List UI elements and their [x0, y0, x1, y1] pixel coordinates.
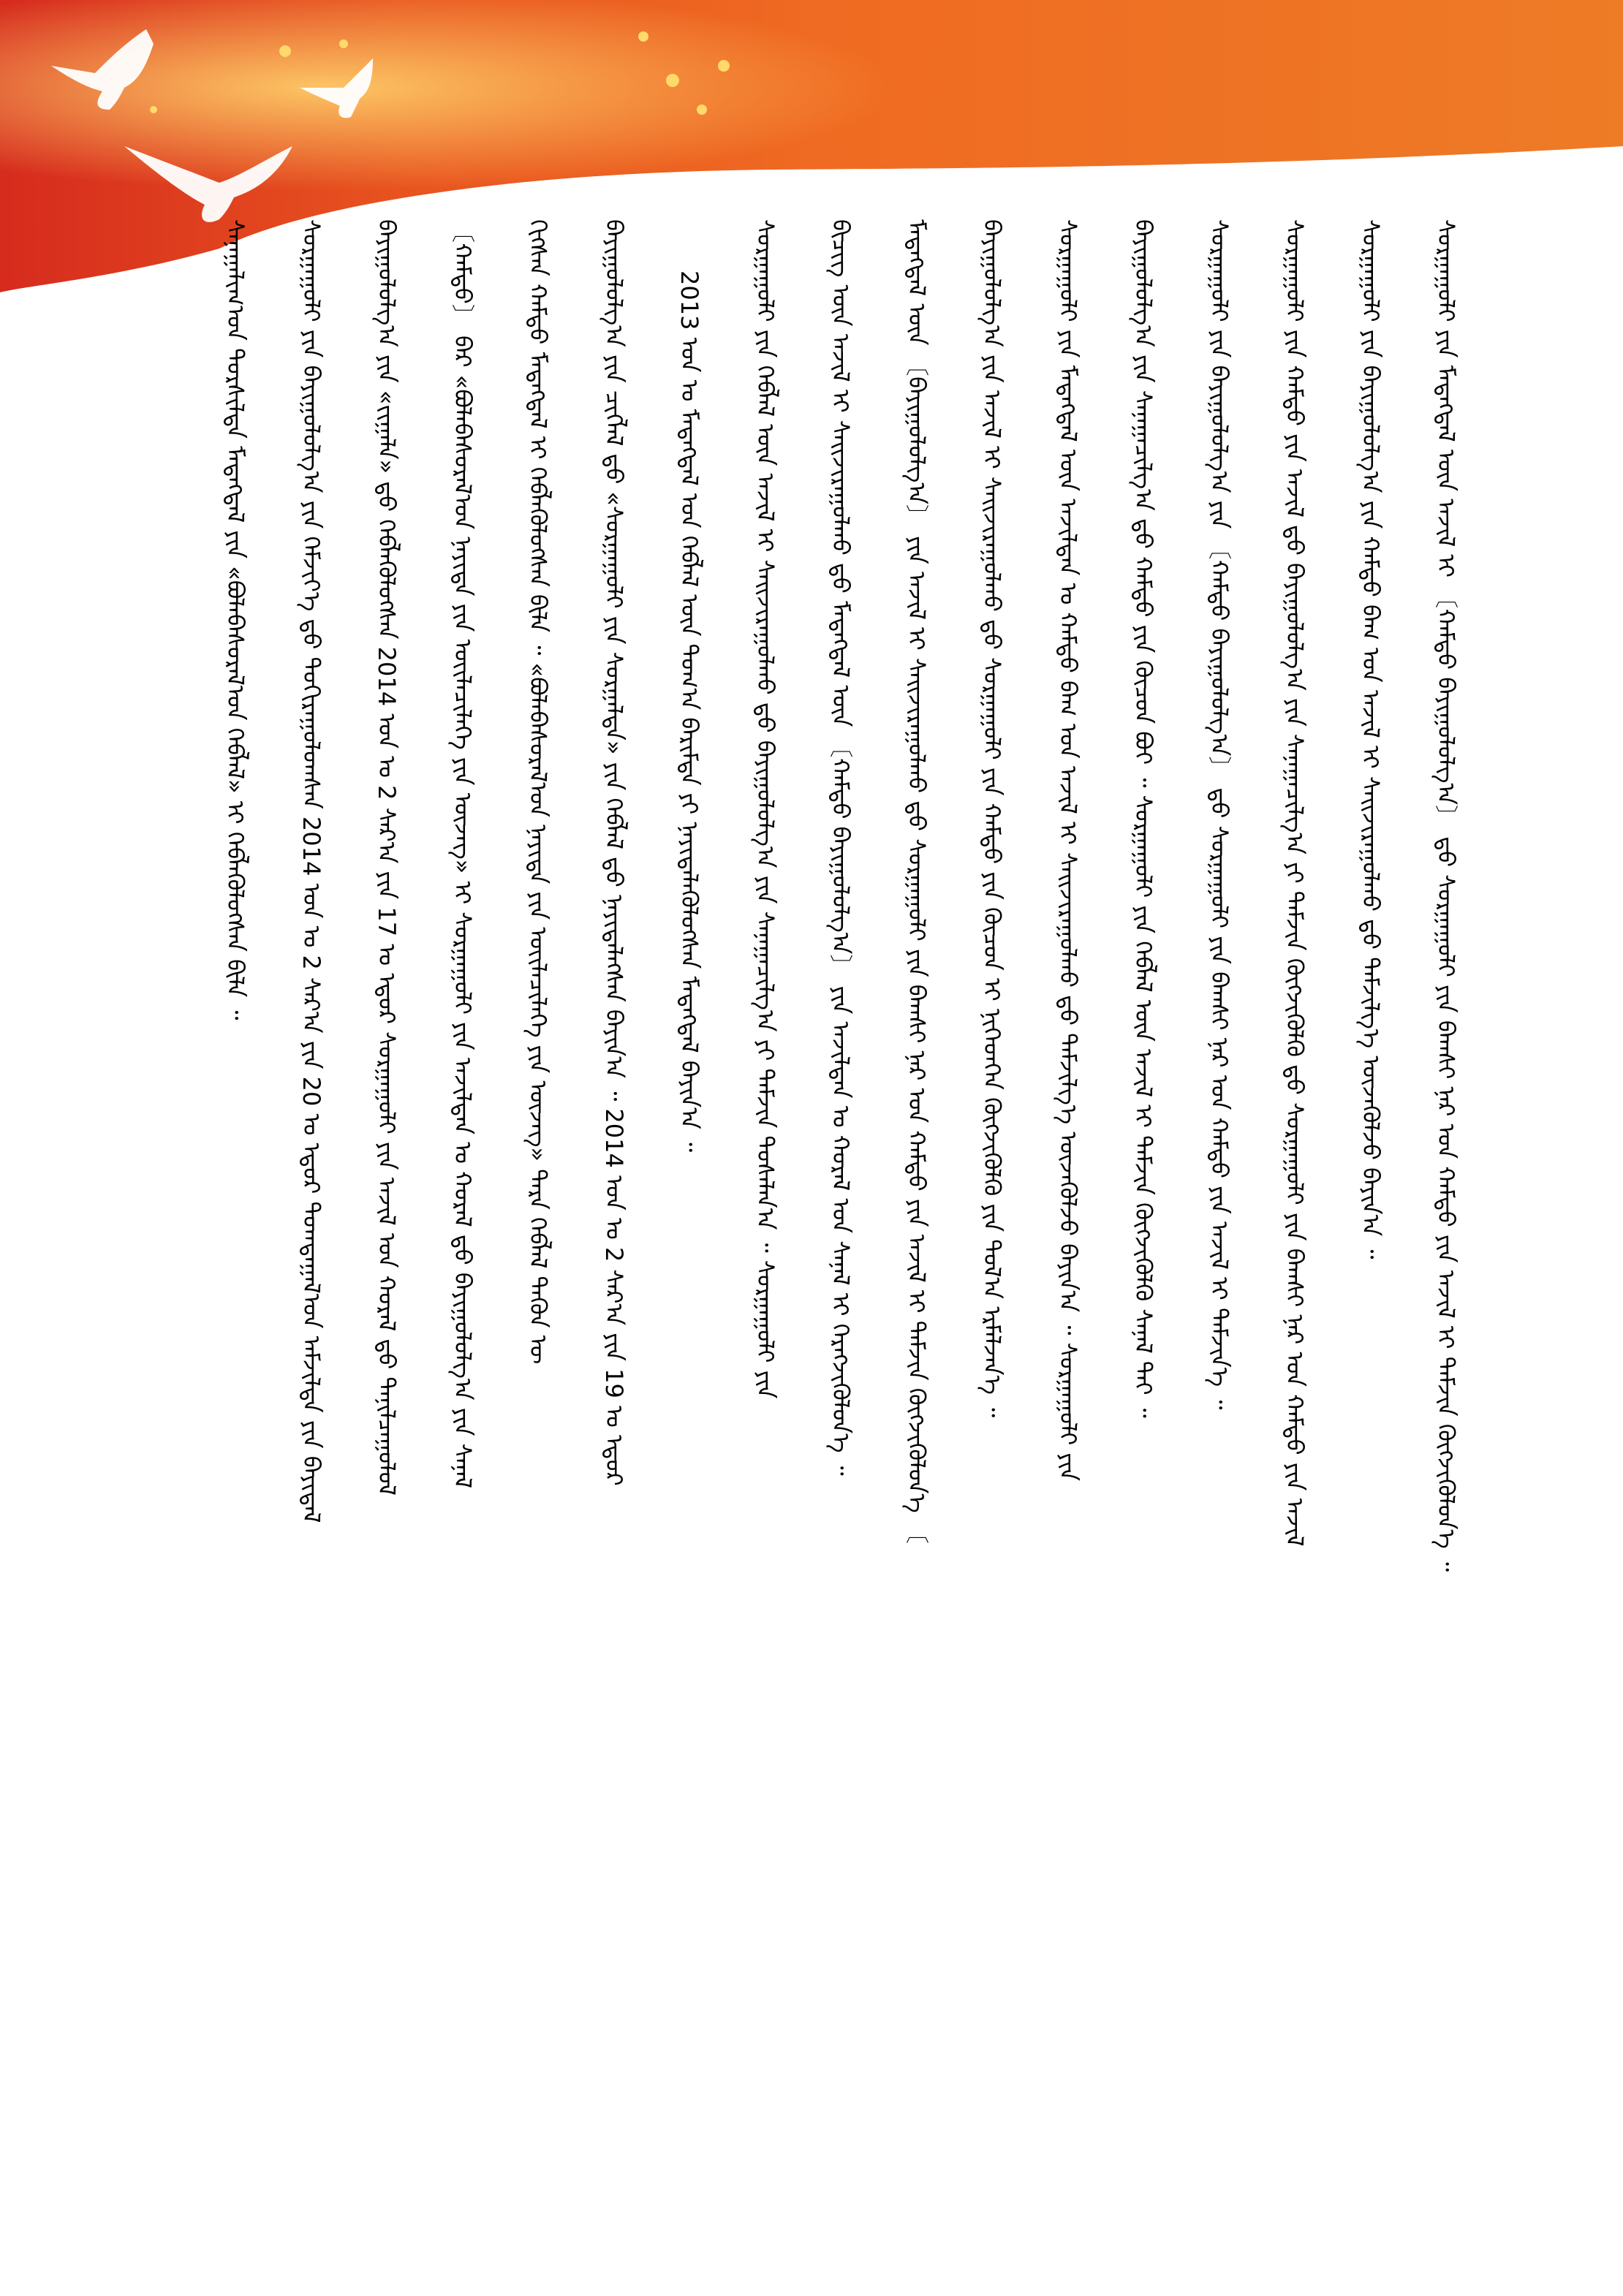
text-line: ᠰᠤᠷᠭᠠᠭᠤᠯᠢ ᠶᠢᠨ ᠪᠠᠶᠢᠭᠤᠯᠤᠯᠭ᠎ᠠ ᠶᠢᠨ ᠬᠡᠮᠵᠢᠶ᠎ᠡ ᠳ᠋ᠤ ᠲᠤᠬᠢᠷᠠᠭᠤᠯᠤᠭᠰᠠᠨ 2014 ᠣᠨ ᠤ 2 ᠰᠠᠷ᠎ᠠ ᠶᠢᠨ 20 ᠤ ᠡᠳᠦᠷ ᠲᠣᠭᠲᠠᠭᠠᠯ᠎ᠤᠨ ᠠᠮᠵᠢᠯᠲᠠ ᠶᠢᠨ ᠪᠠᠶᠢᠳᠠᠯ [297, 219, 325, 1523]
text-line: ᠰᠤᠷᠭᠠᠭᠤᠯᠢ ᠶᠢᠨ ᠪᠠᠶᠢᠭᠤᠯᠤᠯᠭ᠎ᠠ ᠶᠢᠨ 〔ᠬᠠᠮᠲᠤ ᠪᠠᠶᠢᠭᠤᠯᠤᠯᠭ᠎ᠠ〕 ᠳ᠋ᠤ ᠰᠤᠷᠭᠠᠭᠤᠯᠢ ᠶᠢᠨ ᠪᠠᠭᠰᠢ ᠨᠠᠷ ᠤᠨ ᠬᠠᠮᠲᠤ ᠶᠢᠨ ᠠᠵᠢᠯ ᠢ ᠳᠡᠮᠵᠢᠨ᠎ᠡ ᠃ [1205, 219, 1233, 1410]
vertical-text-body [219, 219, 1462, 2091]
text-column [1279, 219, 1311, 2091]
text-column [219, 219, 251, 2091]
text-line: ᠰᠤᠷᠭᠠᠭᠤᠯᠢ ᠶᠢᠨ ᠪᠠᠶᠢᠭᠤᠯᠤᠯᠭ᠎ᠠ ᠶᠢᠨ ᠬᠠᠮᠲᠤ ᠪᠠᠭ ᠤᠨ ᠠᠵᠢᠯ ᠢ ᠰᠠᠢᠵᠢᠷᠠᠭᠤᠯᠬᠤ ᠳ᠋ᠤ ᠳᠡᠮᠵᠢᠯᠭ᠎ᠡ ᠦᠵᠡᠭᠦᠯᠵᠦ ᠪᠠᠶᠢᠨ᠎ᠠ ᠃ [1356, 219, 1385, 1259]
text-line: ᠬᠢᠭᠰᠡᠨ ᠬᠠᠮᠲᠤ ᠮᠡᠳᠡᠭᠳᠡᠯ ᠢ ᠬᠡᠪᠯᠡᠭᠦᠯᠦᠭᠰᠡᠨ ᠪᠢᠯᠡ ᠃ «ᠪᠣᠯᠠᠪᠠᠰᠤᠷᠠᠯ᠎ᠤᠨ ᠨᠡᠶᠢᠲᠡ ᠶᠢᠨ ᠦᠢᠯᠡᠴᠢᠯᠡᠭᠡ ᠶᠢᠨ ᠦᠵᠡᠭ» ᠲᠡᠷᠡ ᠬᠡᠪᠯᠡᠯ ᠲᠡᠭᠦᠨ ᠦ [524, 219, 552, 1365]
text-column [901, 219, 933, 2091]
text-line: ᠰᠠᠨᠠᠭᠠᠯᠢᠭ᠎ᠤᠨ ᠲᠤᠷᠰᠢᠯᠲᠠ ᠮᠡᠳᠡᠭᠳᠡᠯ ᠶᠢᠨ «ᠪᠣᠯᠠᠪᠠᠰᠤᠷᠠᠯ᠎ᠤᠨ ᠬᠡᠪᠯᠡᠯ» ᠢ ᠬᠡᠪᠯᠡᠭᠦᠯᠦᠭᠰᠡᠨ ᠪᠢᠯᠡ ᠃ [222, 219, 249, 1020]
text-line: 2013 ᠣᠨ ᠤ ᠮᠡᠳᠡᠭᠳᠡᠯ ᠤᠨ ᠬᠡᠪᠯᠡᠯ ᠦᠨ ᠲᠣᠭ᠎ᠠ ᠪᠠᠷᠢᠮᠲᠠ ᠶᠢ ᠨᠡᠶᠢᠲᠡᠯᠡᠭᠦᠯᠦᠭᠰᠡᠨ ᠮᠡᠳᠡᠭᠳᠡᠯ ᠪᠠᠶᠢᠨ᠎ᠠ ᠃ [676, 270, 703, 1153]
text-line: ᠪᠠᠶᠢᠭᠤᠯᠤᠯᠭ᠎ᠠ ᠶᠢᠨ «ᠵᠢᠭᠠᠯᠠ» ᠳ᠋ᠤ ᠬᠡᠪᠯᠡᠭᠦᠯᠦᠭᠰᠡᠨ 2014 ᠣᠨ ᠤ 2 ᠰᠠᠷ᠎ᠠ ᠶᠢᠨ 17 ᠤ ᠡᠳᠦᠷ ᠰᠤᠷᠭᠠᠭᠤᠯᠢ ᠶᠢᠨ ᠠᠵᠢᠯ ᠤᠨ ᠬᠤᠷᠠᠯ ᠳ᠋ᠤ ᠲᠠᠨᠢᠯᠴᠠᠭᠤᠯᠤᠯ [373, 219, 401, 1496]
text-column [522, 219, 554, 2091]
text-column [447, 219, 479, 2091]
text-column [1052, 219, 1084, 2091]
text-line: ᠪᠠᠶᠢᠭᠤᠯᠤᠯᠭ᠎ᠠ ᠶᠢᠨ ᠠᠵᠢᠯ ᠢ ᠰᠠᠢᠵᠢᠷᠠᠭᠤᠯᠬᠤ ᠳ᠋ᠤ ᠰᠤᠷᠭᠠᠭᠤᠯᠢ ᠶᠢᠨ ᠬᠠᠮᠲᠤ ᠶᠢᠨ ᠬᠦᠴᠦᠨ ᠢ ᠨᠢᠭᠡᠳᠬᠡᠨ ᠬᠦᠭᠵᠢᠭᠦᠯᠬᠦ ᠶᠢᠨ ᠲᠤᠯ᠎ᠠ ᠡᠷᠮᠡᠯᠵᠡᠨ᠎ᠡ ᠃ [978, 219, 1006, 1418]
text-line: ᠪᠢᠴᠢᠭ ᠦᠨ ᠠᠵᠢᠯ ᠢ ᠰᠠᠢᠵᠢᠷᠠᠭᠤᠯᠬᠤ ᠳ᠋ᠤ ᠮᠡᠳᠡᠭᠳᠡᠯ ᠦᠨ 〔ᠬᠠᠮᠲᠤ ᠪᠠᠶᠢᠭᠤᠯᠤᠯᠭ᠎ᠠ〕 ᠶᠢᠨ ᠠᠵᠢᠯᠲᠠᠨ ᠤ ᠬᠤᠷᠠᠯ ᠤᠨ ᠰᠠᠨᠠᠯ ᠢ ᠬᠡᠷᠡᠭᠵᠢᠭᠦᠯᠦᠨ᠎ᠡ ᠃ [827, 219, 855, 1476]
text-line: ᠰᠤᠷᠭᠠᠭᠤᠯᠢ ᠶᠢᠨ ᠮᠡᠳᠡᠭᠳᠡᠯ ᠦᠨ ᠠᠵᠢᠯ ᠢ 〔ᠬᠠᠮᠲᠤ ᠪᠠᠶᠢᠭᠤᠯᠤᠯᠭ᠎ᠠ〕 ᠳ᠋ᠤ ᠰᠤᠷᠭᠠᠭᠤᠯᠢ ᠶᠢᠨ ᠪᠠᠭᠰᠢ ᠨᠠᠷ ᠤᠨ ᠬᠠᠮᠲᠤ ᠶᠢᠨ ᠠᠵᠢᠯ ᠢ ᠳᠡᠮᠵᠢᠨ ᠬᠦᠭᠵᠢᠭᠦᠯᠦᠨ᠎ᠡ ᠃ [1432, 219, 1460, 1572]
text-line: ᠰᠤᠷᠭᠠᠭᠤᠯᠢ ᠶᠢᠨ ᠬᠠᠮᠲᠤ ᠶᠢᠨ ᠠᠵᠢᠯ ᠳ᠋ᠤ ᠪᠠᠶᠢᠭᠤᠯᠤᠯᠭ᠎ᠠ ᠶᠢᠨ ᠰᠠᠨᠠᠭᠠᠴᠢᠯᠭ᠎ᠠ ᠶᠢ ᠳᠡᠮᠵᠢᠨ ᠬᠦᠭᠵᠢᠭᠦᠯᠬᠦ ᠳ᠋ᠤ ᠰᠤᠷᠭᠠᠭᠤᠯᠢ ᠶᠢᠨ ᠪᠠᠭᠰᠢ ᠨᠠᠷ ᠤᠨ ᠬᠠᠮᠲᠤ ᠶᠢᠨ ᠠᠵᠢᠯ [1281, 219, 1309, 1547]
text-column [1430, 219, 1462, 2091]
text-column [749, 219, 782, 2091]
text-column [1203, 219, 1236, 2091]
text-column [598, 219, 630, 2091]
text-column [371, 219, 403, 2091]
text-column [295, 219, 328, 2091]
text-column [1127, 219, 1159, 2091]
text-line: ᠰᠤᠷᠭᠠᠭᠤᠯᠢ ᠶᠢᠨ ᠮᠡᠳᠡᠭᠳᠡᠯ ᠦᠨ ᠠᠵᠢᠯᠲᠠᠨ ᠤ ᠬᠠᠮᠲᠤ ᠪᠠᠭ ᠤᠨ ᠠᠵᠢᠯ ᠢ ᠰᠠᠢᠵᠢᠷᠠᠭᠤᠯᠬᠤ ᠳ᠋ᠤ ᠳᠡᠮᠵᠢᠯᠭ᠎ᠡ ᠦᠵᠡᠭᠦᠯᠵᠦ ᠪᠠᠶᠢᠨ᠎ᠠ ᠃ ᠰᠤᠷᠭᠠᠭᠤᠯᠢ ᠶᠢᠨ [1053, 219, 1082, 1482]
text-line: ᠪᠠᠶᠢᠭᠤᠯᠤᠯᠭ᠎ᠠ ᠶᠢᠨ ᠰᠠᠨᠠᠭᠠᠴᠢᠯᠭ᠎ᠠ ᠳ᠋ᠤ ᠬᠠᠮᠲᠤ ᠶᠢᠨ ᠬᠦᠴᠦᠨ ᠪᠤᠢ ᠃ ᠰᠤᠷᠭᠠᠭᠤᠯᠢ ᠶᠢᠨ ᠬᠡᠪᠯᠡᠯ ᠦᠨ ᠠᠵᠢᠯ ᠢ ᠳᠡᠮᠵᠢᠨ ᠬᠦᠭᠵᠢᠭᠦᠯᠬᠦ ᠰᠠᠨᠠᠯ ᠲᠠᠢ ᠃ [1130, 219, 1157, 1418]
text-line: ᠪᠠᠶᠢᠭᠤᠯᠤᠯᠭ᠎ᠠ ᠶᠢᠨ ᠴᠢᠭᠯᠡᠯ ᠳ᠋ᠦ «ᠰᠤᠷᠭᠠᠭᠤᠯᠢ ᠶᠢᠨ ᠰᠤᠷᠭᠠᠯᠲᠠ» ᠶᠢᠨ ᠬᠡᠪᠯᠡᠯ ᠳ᠋ᠦ ᠨᠡᠶᠢᠲᠡᠯᠡᠭᠰᠡᠨ ᠪᠠᠶᠢᠨ᠎ᠠ ᠃ 2014 ᠣᠨ ᠤ 2 ᠰᠠᠷ᠎ᠠ ᠶᠢᠨ 19 ᠤ ᠡᠳᠦᠷ [599, 219, 628, 1486]
text-column [1355, 219, 1387, 2091]
text-line: ᠮᠡᠳᠡᠭᠳᠡᠯ ᠦᠨ 〔ᠪᠠᠶᠢᠭᠤᠯᠤᠯᠭ᠎ᠠ〕 ᠶᠢᠨ ᠠᠵᠢᠯ ᠢ ᠰᠠᠢᠵᠢᠷᠠᠭᠤᠯᠬᠤ ᠳ᠋ᠤ ᠰᠤᠷᠭᠠᠭᠤᠯᠢ ᠶᠢᠨ ᠪᠠᠭᠰᠢ ᠨᠠᠷ ᠤᠨ ᠬᠠᠮᠲᠤ ᠶᠢᠨ ᠠᠵᠢᠯ ᠢ ᠳᠡᠮᠵᠢᠨ ᠬᠦᠭᠵᠢᠭᠦᠯᠦᠨ᠎ᠡ 〔 [902, 219, 931, 1545]
text-line: 〔ᠬᠠᠮᠲᠤ〕 ᠪᠡᠷ «ᠪᠣᠯᠠᠪᠠᠰᠤᠷᠠᠯ᠎ᠤᠨ ᠨᠡᠶᠢᠲᠡ ᠶᠢᠨ ᠦᠢᠯᠡᠴᠢᠯᠡᠭᠡ ᠶᠢᠨ ᠦᠵᠡᠭ» ᠢ ᠰᠤᠷᠭᠠᠭᠤᠯᠢ ᠶᠢᠨ ᠠᠵᠢᠯᠲᠠᠨ ᠤ ᠬᠤᠷᠠᠯ ᠳ᠋ᠤ ᠪᠠᠶᠢᠭᠤᠯᠤᠯᠭ᠎ᠠ ᠶᠢᠨ ᠰᠠᠨᠠᠯ [448, 219, 477, 1488]
text-line: ᠰᠤᠷᠭᠠᠭᠤᠯᠢ ᠶᠢᠨ ᠬᠡᠪᠯᠡᠯ ᠦᠨ ᠠᠵᠢᠯ ᠢ ᠰᠠᠢᠵᠢᠷᠠᠭᠤᠯᠬᠤ ᠳ᠋ᠤ ᠪᠠᠶᠢᠭᠤᠯᠤᠯᠭ᠎ᠠ ᠶᠢᠨ ᠰᠠᠨᠠᠭᠠᠴᠢᠯᠭ᠎ᠠ ᠶᠢ ᠳᠡᠮᠵᠢᠨ ᠲᠤᠰᠠᠯᠠᠨ᠎ᠠ ᠃ ᠰᠤᠷᠭᠠᠭᠤᠯᠢ ᠶᠢᠨ [751, 219, 779, 1399]
text-column [976, 219, 1008, 2091]
text-column [673, 219, 705, 2091]
text-column [825, 219, 857, 2091]
